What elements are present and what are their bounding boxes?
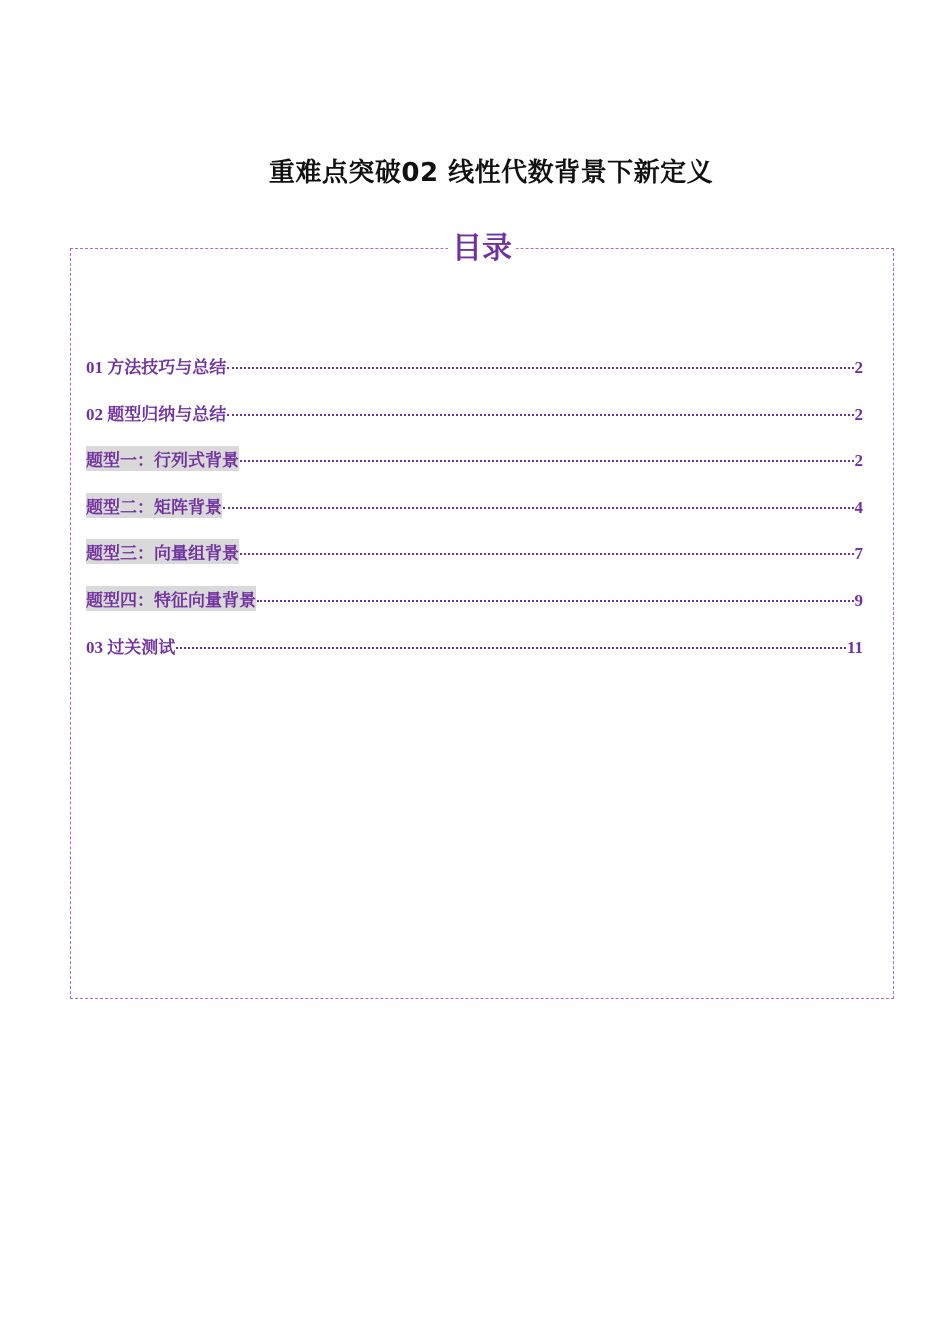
- toc-entry-type-2-matrix[interactable]: [86, 493, 863, 540]
- toc-dot-leader: [227, 414, 853, 416]
- toc-page-number: 11: [846, 637, 863, 657]
- toc-page-number: 2: [854, 358, 863, 377]
- toc-entry-label: 题型四：特征向量背景: [86, 586, 256, 611]
- toc-entry-label: 题型二：矩阵背景: [86, 493, 222, 518]
- toc-entry-label: 01 方法技巧与总结: [86, 358, 227, 377]
- toc-page-number: 2: [854, 404, 863, 424]
- toc-entry-label: 题型一：行列式背景: [86, 446, 239, 471]
- toc-page-number: 4: [854, 497, 863, 517]
- toc-dot-leader: [240, 460, 854, 462]
- toc-page-number: 7: [854, 544, 863, 564]
- toc-entry-final-test[interactable]: [86, 633, 863, 680]
- toc-entry-question-types-summary[interactable]: [86, 400, 863, 447]
- toc-entry-type-3-vector-group[interactable]: [86, 539, 863, 586]
- toc-dot-leader: [240, 553, 854, 555]
- toc-entry-label: 03 过关测试: [86, 637, 176, 657]
- toc-heading: [71, 232, 893, 266]
- toc-heading-text: 目录: [448, 231, 516, 266]
- toc-dot-leader: [257, 600, 854, 602]
- toc-dot-leader: [223, 507, 854, 509]
- toc-entry-label: 02 题型归纳与总结: [86, 404, 227, 424]
- toc-entry-label: 题型三：向量组背景: [86, 539, 239, 564]
- toc-page-number: 2: [854, 451, 863, 471]
- toc-entry-methods-summary[interactable]: [86, 353, 863, 400]
- toc-page-number: 9: [854, 590, 863, 610]
- toc-list: [86, 353, 863, 679]
- toc-dot-leader: [227, 367, 853, 369]
- toc-entry-type-4-eigenvector[interactable]: [86, 586, 863, 633]
- document-title: 重难点突破02 线性代数背景下新定义: [268, 158, 714, 188]
- table-of-contents: [70, 231, 894, 999]
- toc-entry-type-1-determinant[interactable]: [86, 446, 863, 493]
- toc-dot-leader: [176, 647, 846, 649]
